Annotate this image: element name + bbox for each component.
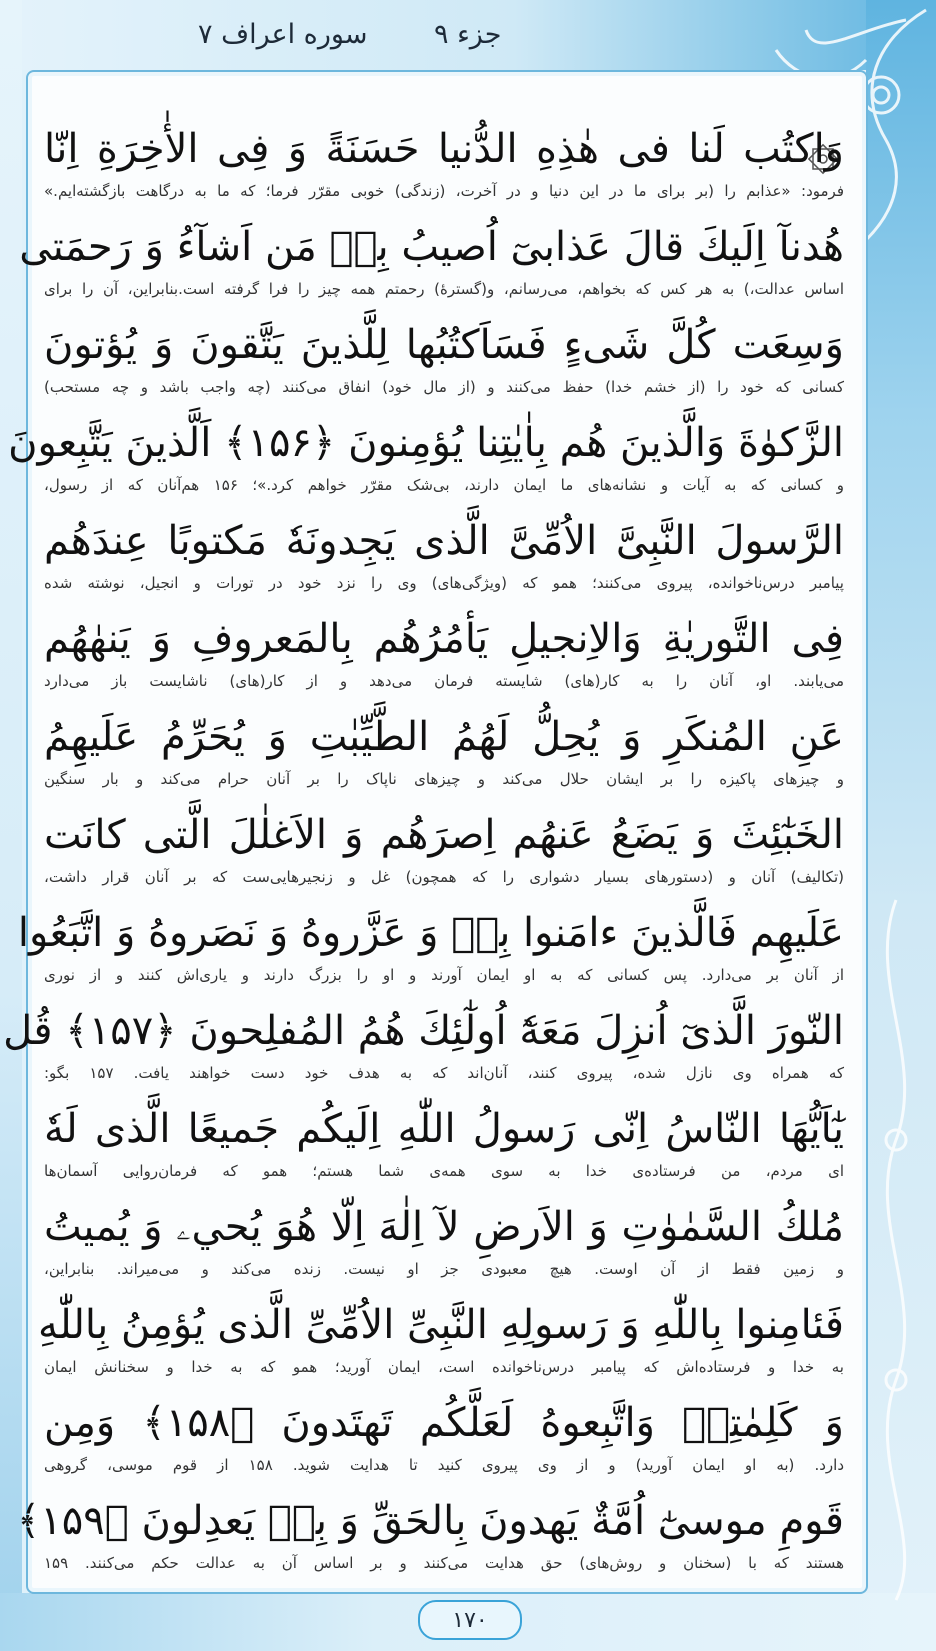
- verse-line: الزَّكوٰةَ وَالَّذينَ هُم بِاٰيٰتِنا يُؤمِنونَ ﴿۱۵۶﴾ اَلَّذينَ يَتَّبِعونَ: [8, 420, 844, 466]
- verse-line: الخَبٰٓئِثَ وَ يَضَعُ عَنهُم اِصرَهُم وَ الاَغلٰلَ الَّتى كانَت: [44, 812, 844, 858]
- translation-line: و کسانی که به آیات و نشانه‌های ما ایمان دارند، بی‌شک مقرّر خواهم کرد.»؛ ۱۵۶ هم‌آنان که از رسول،: [44, 476, 844, 494]
- verse-line: النّورَ الَّذىٓ اُنزِلَ مَعَهٗٓ اُولٰٓئِكَ هُمُ المُفلِحونَ ﴿۱۵۷﴾ قُل: [3, 1008, 844, 1054]
- verse-line: عَلَيهِم فَالَّذينَ ءامَنوا بِهٖ وَ عَزَّروهُ وَ نَصَروهُ وَ اتَّبَعُوا: [17, 910, 844, 956]
- translation-line: اساس عدالت،) به هر کس که بخواهم، می‌رسانم، و(گسترهٔ) رحمتم همه چیز را فرا گرفته است.بنابراین، آن را برای: [44, 280, 844, 298]
- translation-line: (تکالیف) آنان و (دستورهای بسیار دشواری را که همچون) غل و زنجیرهایی‌ست که بر آنان قرار داشت،: [44, 868, 844, 886]
- translation-line: و زمین فقط از آن اوست. هیچ معبودی جز او نیست. زنده می‌کند و می‌میراند. بنابراین،: [44, 1260, 844, 1278]
- translation-line: و چیزهای پاکیزه را بر ایشان حلال می‌کند و چیزهای ناپاک را بر آنان حرام می‌کند و بار سنگین: [44, 770, 844, 788]
- verse-line: وَاكتُب لَنا فى هٰذِهِ الدُّنيا حَسَنَةً وَ فِى الأٰخِرَةِ اِنّا: [44, 126, 844, 172]
- verse-line: عَنِ المُنكَرِ وَ يُحِلُّ لَهُمُ الطَّيِّبٰتِ وَ يُحَرِّمُ عَلَيهِمُ: [44, 714, 844, 760]
- translation-line: هستند که با (سخنان و روش‌های) حق هدایت می‌کنند و بر اساس آن به عدالت حکم می‌کنند. ۱۵۹: [44, 1554, 844, 1572]
- verse-line: فِى التَّوريٰةِ وَالاِنجيلِ يَأمُرُهُم بِالمَعروفِ وَ يَنهٰهُم: [44, 616, 844, 662]
- verse-line: قَومِ موسىٰٓ اُمَّةٌ يَهدونَ بِالحَقِّ وَ بِهٖ يَعدِلونَ ﴿۱۵۹﴾: [16, 1498, 844, 1544]
- translation-line: به خدا و فرستاده‌اش که پیامبر درس‌ناخوانده است، ایمان آورید؛ همو که به خدا و سخنانش ایمان: [44, 1358, 844, 1376]
- translation-line: که همراه وی نازل شده، پیروی کنند، آنان‌اند که به هدف خود دست خواهند یافت. ۱۵۷ بگو:: [44, 1064, 844, 1082]
- translation-line: فرمود: «عذابم را (بر برای ما در این دنیا و در آخرت، (زندگی) خوبی مقرّر فرما؛ که ما به درگاهت بازگشته‌ایم.»: [44, 182, 844, 200]
- verse-line: وَ كَلِمٰتِهٖ وَاتَّبِعوهُ لَعَلَّكُم تَهتَدونَ ﴿۱۵۸﴾ وَمِن: [44, 1400, 845, 1446]
- verse-line: الرَّسولَ النَّبِىَّ الاُمِّىَّ الَّذى يَجِدونَهٗ مَكتوبًا عِندَهُم: [44, 518, 844, 564]
- juz-label: جزء ۹: [434, 18, 502, 50]
- verse-line: مُلكُ السَّمٰوٰتِ وَ الاَرضِ لآ اِلٰهَ اِلّا هُوَ يُحيۦ وَ يُميتُ: [44, 1204, 844, 1250]
- page-number: ۱۷۰: [418, 1600, 522, 1640]
- verse-line: يٰٓاَيُّهَا النّاسُ اِنّى رَسولُ اللّٰهِ اِلَيكُم جَميعًا الَّذى لَهٗ: [44, 1106, 844, 1152]
- floral-ornament-icon: [856, 900, 936, 1600]
- translation-line: می‌یابند. او، آنان را به کار(های) شایسته فرمان می‌دهد و از کار(های) ناشایست باز می‌دارد: [44, 672, 844, 690]
- verse-line: هُدنآ اِلَيكَ قالَ عَذابىٓ اُصيبُ بِهٖ مَن اَشآءُ وَ رَحمَتى: [19, 224, 844, 270]
- translation-line: از آنان بر می‌دارد. پس کسانی که به او ایمان آورند و او را بزرگ دارند و یاری‌اش کنند و از نوری: [44, 966, 844, 984]
- verse-line: فَئامِنوا بِاللّٰهِ وَ رَسولِهِ النَّبِىِّ الاُمِّىِّ الَّذى يُؤمِنُ بِاللّٰهِ: [38, 1302, 844, 1348]
- translation-line: ای مردم، من فرستاده‌ی خدا به سوی همه‌ی شما هستم؛ همو که فرمان‌روایی آسمان‌ها: [44, 1162, 844, 1180]
- translation-line: پیامبر درس‌ناخوانده، پیروی می‌کنند؛ همو که (ویژگی‌های) وی را نزد خود در تورات و انجیل، نوشته شده: [44, 574, 844, 592]
- translation-line: دارد. (به او ایمان آورید) و از وی پیروی کنید تا هدایت شوید. ۱۵۸ از قوم موسی، گروهی: [44, 1456, 844, 1474]
- surah-label: سوره اعراف ۷: [198, 18, 368, 50]
- verse-line: وَسِعَت كُلَّ شَىءٍ فَسَاَكتُبُها لِلَّذينَ يَتَّقونَ وَ يُؤتونَ: [44, 322, 844, 368]
- translation-line: کسانی که خود را (از خشم خدا) حفظ می‌کنند و (از مال خود) انفاق می‌کنند (چه واجب باشد و چه مستحب): [44, 378, 844, 396]
